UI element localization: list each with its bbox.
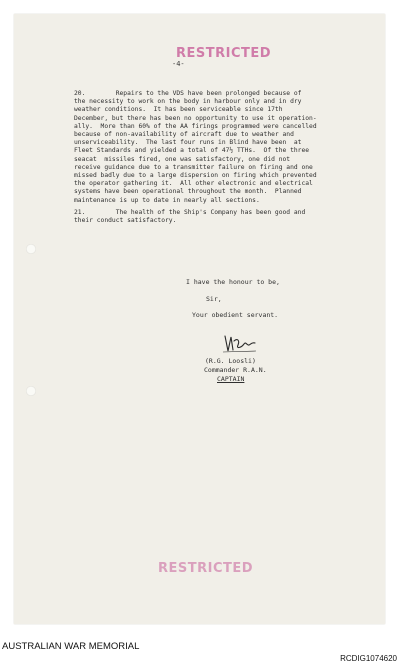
- closing-line-honour: I have the honour to be,: [186, 278, 280, 286]
- signatory-title: CAPTAIN: [217, 375, 245, 383]
- handwritten-signature: [222, 332, 258, 354]
- signatory-rank: Commander R.A.N.: [204, 366, 267, 374]
- punch-hole: [26, 386, 36, 396]
- archive-reference: RCDIG1074620: [340, 654, 397, 663]
- page-number: -4-: [172, 60, 185, 68]
- archive-footer: [0, 636, 403, 666]
- punch-hole: [26, 244, 36, 254]
- closing-line-servant: Your obedient servant.: [192, 311, 279, 319]
- closing-line-sir: Sir,: [206, 295, 222, 303]
- paragraph-21: 21. The health of the Ship's Company has been good and their conduct satisfactory.: [74, 209, 306, 225]
- restricted-stamp-bottom: RESTRICTED: [158, 561, 254, 576]
- signatory-name: (R.G. Loosli): [205, 357, 256, 365]
- institution-name: AUSTRALIAN WAR MEMORIAL: [2, 641, 140, 652]
- restricted-stamp-top: RESTRICTED: [176, 46, 272, 61]
- paragraph-20: 20. Repairs to the VDS have been prolonged because of the necessity to work on the body in harbour only and in dry weather conditions. It has been serviceable since 17th December, but there has been no opportunity to use it operation- ally. More than 60% of the AA firings programmed were cancelled because of non-availability of aircraft due to weather and unserviceability. The last four runs in Blind have been at Fleet Standards and yielded a total of 47½ TTHs. Of the three seacat missiles fired, one was satisfactory, one did not receive guidance due to a transmitter failure on firing and one missed badly due to a large dispersion on firing which prevented the operator gathering it. All other electronic and electrical systems have been operational throughout the month. Planned maintenance is up to date in nearly all sections.: [74, 90, 317, 204]
